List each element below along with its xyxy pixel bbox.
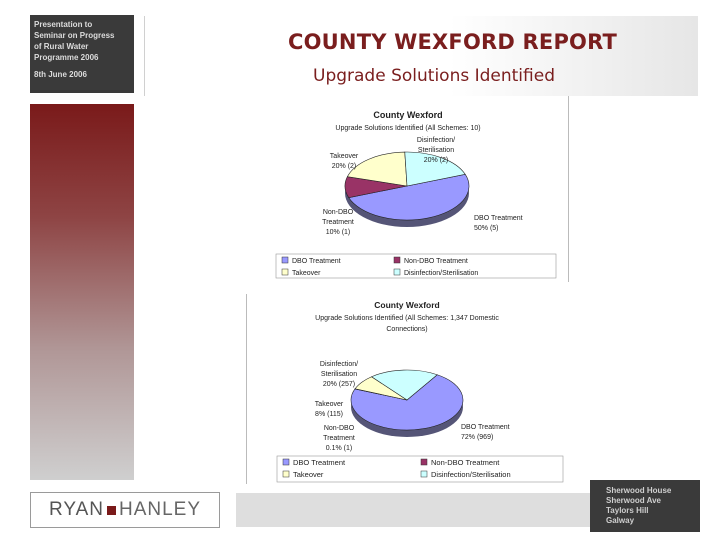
- slice-label: Sterilisation: [417, 147, 455, 154]
- chart-title: County Wexford: [373, 110, 443, 120]
- slice-label: Treatment: [323, 435, 355, 442]
- legend-label: Non-DBO Treatment: [404, 258, 468, 265]
- slice-label: Takeover: [314, 401, 344, 408]
- legend-label: Takeover: [292, 270, 321, 277]
- legend-swatch: [283, 471, 289, 477]
- slice-label: Takeover: [329, 153, 359, 160]
- ryan-hanley-logo: [30, 492, 220, 528]
- legend-swatch: [283, 459, 289, 465]
- pie-chart-svg: [262, 96, 568, 282]
- pie-chart-connections: [246, 294, 567, 484]
- contact-line: Taylors Hill: [606, 506, 649, 515]
- logo-text-right: HANLEY: [119, 499, 202, 520]
- logo-text-left: RYAN: [48, 499, 104, 520]
- slice-label: 20% (2): [423, 157, 449, 164]
- slice-label: Disinfection/: [319, 361, 359, 368]
- slice-label: DBO Treatment: [461, 424, 510, 431]
- legend-swatch: [282, 269, 288, 275]
- contact-box: [590, 480, 700, 532]
- footer-bar: [236, 493, 590, 527]
- pie-chart-schemes: [262, 96, 569, 282]
- slice-label: Sterilisation: [320, 371, 358, 378]
- legend-label: Disinfection/Sterilisation: [431, 470, 511, 479]
- legend-swatch: [421, 459, 427, 465]
- slice-label: Disinfection/: [416, 137, 456, 144]
- legend-swatch: [394, 269, 400, 275]
- legend-swatch: [394, 257, 400, 263]
- contact-line: Sherwood House: [606, 486, 672, 495]
- contact-line: Sherwood Ave: [606, 496, 661, 505]
- slice-label: 10% (1): [325, 229, 351, 236]
- contact-line: Galway: [606, 516, 635, 525]
- presentation-title-line: Presentation to: [34, 20, 93, 29]
- slice-label: 8% (115): [315, 411, 343, 418]
- logo-square-icon: [107, 506, 116, 515]
- presentation-title-box: [30, 15, 134, 93]
- presentation-date: 8th June 2006: [34, 70, 87, 79]
- slice-label: Treatment: [322, 219, 354, 226]
- sidebar-gradient-strip: [30, 104, 134, 480]
- slice-label: Non-DBO: [322, 209, 354, 216]
- slice-label: DBO Treatment: [474, 215, 523, 222]
- slice-label: 50% (5): [474, 225, 499, 232]
- legend-label: Disinfection/Sterilisation: [404, 270, 479, 277]
- legend-label: DBO Treatment: [293, 458, 346, 467]
- page-title: COUNTY WEXFORD REPORT: [288, 30, 618, 54]
- presentation-title-line: Programme 2006: [34, 53, 99, 62]
- legend-label: DBO Treatment: [292, 258, 341, 265]
- page-subtitle: Upgrade Solutions Identified: [313, 66, 555, 86]
- slice-label: 72% (969): [461, 434, 494, 441]
- legend-label: Takeover: [293, 470, 324, 479]
- slice-label: 20% (2): [331, 163, 357, 170]
- chart-title: County Wexford: [374, 300, 440, 310]
- chart-subtitle: Upgrade Solutions Identified (All Schemes: 10): [335, 125, 481, 132]
- presentation-title-line: of Rural Water: [34, 42, 89, 51]
- presentation-title-line: Seminar on Progress: [34, 31, 115, 40]
- chart-subtitle: Connections): [386, 326, 428, 333]
- chart-subtitle: Upgrade Solutions Identified (All Schemes: 1,347 Domestic: [315, 315, 499, 322]
- slice-label: 20% (257): [322, 381, 356, 388]
- pie-chart-svg: [247, 294, 567, 484]
- slice-label: Non-DBO: [323, 425, 355, 432]
- legend-swatch: [282, 257, 288, 263]
- slice-label: 0.1% (1): [325, 445, 353, 452]
- legend-swatch: [421, 471, 427, 477]
- legend-label: Non-DBO Treatment: [431, 458, 500, 467]
